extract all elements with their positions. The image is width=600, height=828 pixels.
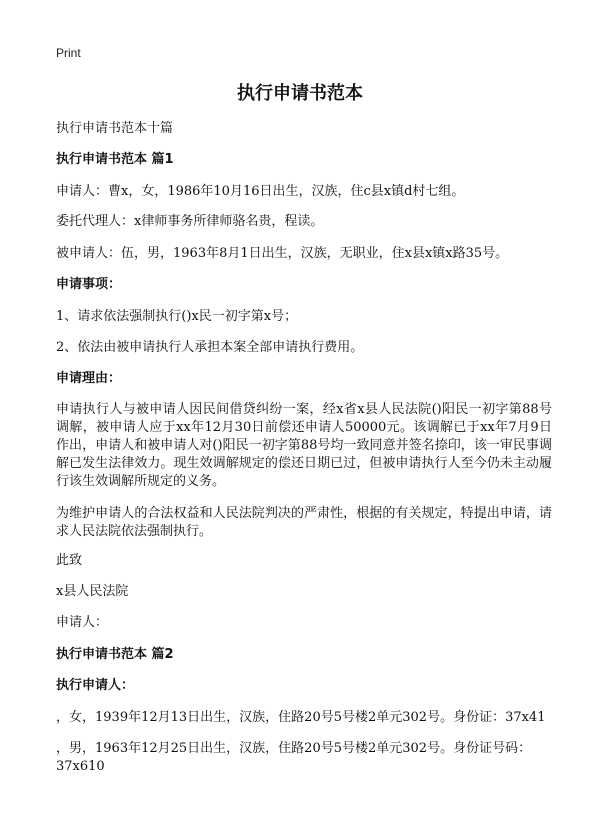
section2-heading: 执行申请书范本 篇2 (56, 647, 174, 662)
person-2-continuation: 37x610 (56, 759, 105, 774)
signature-line: 申请人： (56, 615, 109, 630)
person-2-line: ，男，1963年12月25日出生，汉族，住路20号5号楼2单元302号。身份证号码： (56, 741, 532, 756)
court-line: x县人民法院 (56, 584, 129, 599)
print-label: Print (56, 46, 81, 60)
person-1-line: ，女，1939年12月13日出生，汉族，住路20号5号楼2单元302号。身份证：37x41 (56, 710, 546, 725)
respondent-line: 被申请人：伍，男，1963年8月1日出生，汉族，无职业，住x县x镇x路35号。 (56, 246, 509, 261)
item-1: 1、请求依法强制执行()x民一初字第x号； (56, 309, 298, 324)
applicant-line: 申请人：曹x，女，1986年10月16日出生，汉族，住c县x镇d村七组。 (56, 184, 465, 199)
exec-applicant-heading: 执行申请人： (56, 678, 135, 693)
items-heading: 申请事项： (56, 277, 122, 292)
reason-paragraph-1: 申请执行人与被申请人因民间借贷纠纷一案，经x省x县人民法院()阳民一初字第88号调解，被申请人应于xx年12月30日前偿还申请人50000元。该调解已于xx年7月9日作出，申请人和被申请人对()阳民一初字第88号均一致同意并签名捺印，该一审民事调解已发生法律效力。现生效调解规定的偿还日期已过，但被申请执行人至今仍未主动履行该生效调解所规定的义务。 (56, 402, 552, 489)
reason-heading: 申请理由： (56, 371, 122, 386)
page-title: 执行申请书范本 (237, 83, 363, 104)
section1-heading: 执行申请书范本 篇1 (56, 152, 174, 167)
closing-line: 此致 (56, 553, 83, 568)
reason-paragraph-2: 为维护申请人的合法权益和人民法院判决的严肃性，根据的有关规定，特提出申请，请求人民法院依法强制执行。 (56, 506, 552, 539)
doc-subtitle: 执行申请书范本十篇 (56, 121, 174, 136)
agent-line: 委托代理人：x律师事务所律师骆名贵，程读。 (56, 214, 324, 229)
item-2: 2、依法由被申请执行人承担本案全部申请执行费用。 (56, 340, 364, 355)
